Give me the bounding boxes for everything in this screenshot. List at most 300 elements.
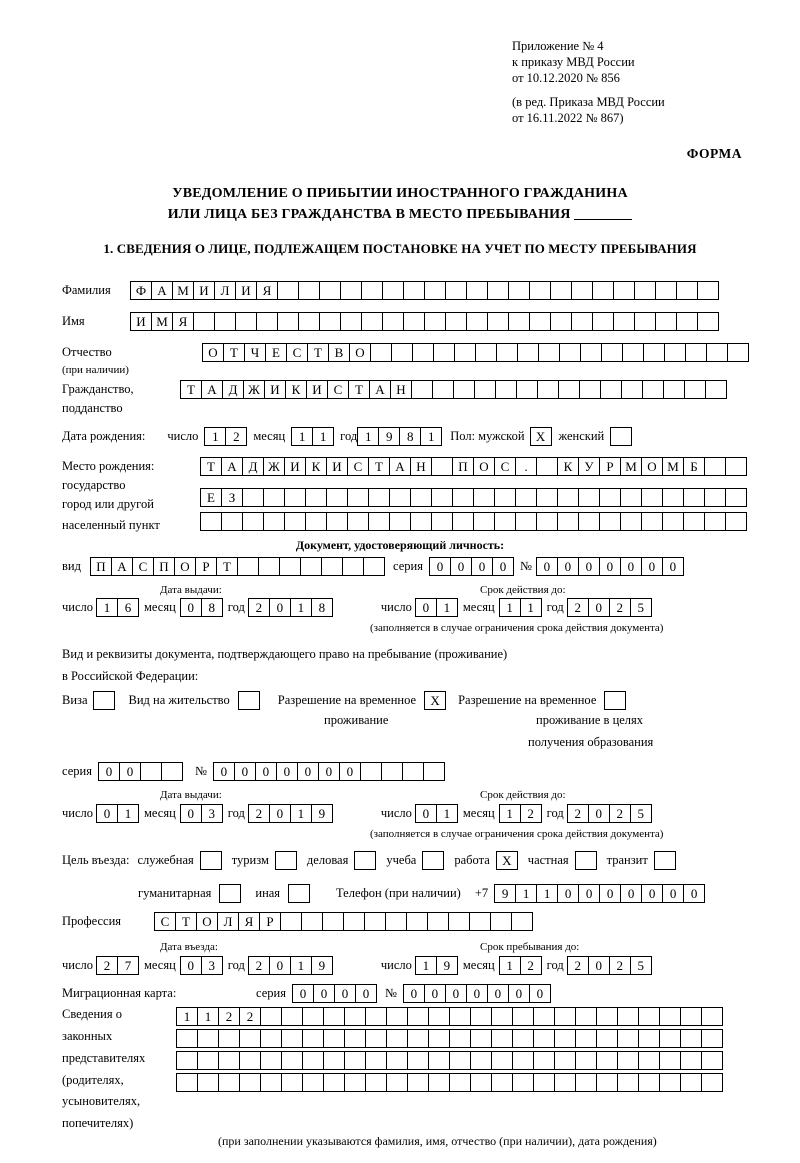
patronymic-cell[interactable]: О <box>202 343 224 362</box>
profession-cell[interactable] <box>343 912 365 931</box>
legal-4-cell[interactable] <box>344 1073 366 1092</box>
patronymic-cell[interactable] <box>454 343 476 362</box>
birthplace-2-cell[interactable] <box>410 488 432 507</box>
name-cell[interactable] <box>676 312 698 331</box>
patronymic-cell[interactable] <box>412 343 434 362</box>
stay-month-cell[interactable]: 2 <box>520 956 542 975</box>
birthplace-cell[interactable] <box>536 457 558 476</box>
birthplace-2-cell[interactable] <box>557 488 579 507</box>
migration-series-cell[interactable]: 0 <box>355 984 377 1003</box>
name-cell[interactable] <box>613 312 635 331</box>
surname-cell[interactable] <box>424 281 446 300</box>
birthplace-2-cell[interactable] <box>284 488 306 507</box>
legal-3-cell[interactable] <box>638 1051 660 1070</box>
name-cell[interactable] <box>445 312 467 331</box>
permit-number-cell[interactable]: 0 <box>213 762 235 781</box>
permit-issue-year-cell[interactable]: 2 <box>248 804 270 823</box>
legal-2-cell[interactable] <box>302 1029 324 1048</box>
phone-input[interactable] <box>494 884 705 903</box>
surname-cell[interactable]: И <box>235 281 257 300</box>
profession-cell[interactable] <box>322 912 344 931</box>
legal-2-cell[interactable] <box>197 1029 219 1048</box>
phone-cell[interactable]: 0 <box>662 884 684 903</box>
legal-1-cell[interactable] <box>260 1007 282 1026</box>
permit-valid-year-input[interactable] <box>567 804 652 823</box>
identity-issue-day-input[interactable] <box>96 598 139 617</box>
legal-2-cell[interactable] <box>659 1029 681 1048</box>
permit-number-cell[interactable]: 0 <box>234 762 256 781</box>
surname-cell[interactable] <box>298 281 320 300</box>
legal-1-cell[interactable] <box>323 1007 345 1026</box>
legal-4-cell[interactable] <box>386 1073 408 1092</box>
citizenship-cell[interactable] <box>663 380 685 399</box>
citizenship-cell[interactable] <box>474 380 496 399</box>
birthplace-cell[interactable]: У <box>578 457 600 476</box>
birthplace-cell[interactable]: Н <box>410 457 432 476</box>
legal-2-cell[interactable] <box>218 1029 240 1048</box>
identity-issue-year-input[interactable] <box>248 598 333 617</box>
entry-year-input[interactable] <box>248 956 333 975</box>
identity-series-cell[interactable]: 0 <box>450 557 472 576</box>
permit-issue-month-input[interactable] <box>180 804 223 823</box>
legal-1-cell[interactable]: 1 <box>197 1007 219 1026</box>
surname-cell[interactable] <box>697 281 719 300</box>
permit-issue-month-cell[interactable]: 3 <box>201 804 223 823</box>
citizenship-cell[interactable]: Т <box>348 380 370 399</box>
entry-day-input[interactable] <box>96 956 139 975</box>
identity-issue-year-cell[interactable]: 0 <box>269 598 291 617</box>
legal-3-cell[interactable] <box>323 1051 345 1070</box>
birthplace-3-cell[interactable] <box>536 512 558 531</box>
citizenship-cell[interactable]: Д <box>222 380 244 399</box>
patronymic-cell[interactable] <box>580 343 602 362</box>
birthplace-cell[interactable]: . <box>515 457 537 476</box>
birthplace-3-cell[interactable] <box>578 512 600 531</box>
permit-number-cell[interactable] <box>381 762 403 781</box>
identity-number-input[interactable] <box>536 557 684 576</box>
birthplace-3-cell[interactable] <box>452 512 474 531</box>
permit-series-cell[interactable] <box>140 762 162 781</box>
legal-2-cell[interactable] <box>239 1029 261 1048</box>
stay-day-cell[interactable]: 9 <box>436 956 458 975</box>
legal-1-cell[interactable] <box>365 1007 387 1026</box>
birthplace-2-cell[interactable] <box>305 488 327 507</box>
citizenship-cell[interactable] <box>432 380 454 399</box>
identity-type-cell[interactable] <box>279 557 301 576</box>
legal-1-cell[interactable] <box>491 1007 513 1026</box>
citizenship-cell[interactable]: И <box>306 380 328 399</box>
identity-type-cell[interactable]: П <box>90 557 112 576</box>
birthplace-cell[interactable]: И <box>326 457 348 476</box>
patronymic-cell[interactable] <box>517 343 539 362</box>
legal-2-cell[interactable] <box>260 1029 282 1048</box>
legal-3-cell[interactable] <box>680 1051 702 1070</box>
birthplace-cell[interactable]: Ж <box>263 457 285 476</box>
identity-series-cell[interactable]: 0 <box>429 557 451 576</box>
legal-1-cell[interactable] <box>533 1007 555 1026</box>
birthplace-3-cell[interactable] <box>494 512 516 531</box>
legal-2-cell[interactable] <box>407 1029 429 1048</box>
birthplace-2-cell[interactable] <box>620 488 642 507</box>
profession-cell[interactable]: Р <box>259 912 281 931</box>
purpose-checkbox-1[interactable] <box>275 851 297 870</box>
identity-type-cell[interactable]: С <box>132 557 154 576</box>
identity-issue-day-cell[interactable]: 1 <box>96 598 118 617</box>
legal-3-cell[interactable] <box>701 1051 723 1070</box>
legal-2-cell[interactable] <box>323 1029 345 1048</box>
stay-day-input[interactable] <box>415 956 458 975</box>
name-cell[interactable] <box>382 312 404 331</box>
permit-issue-year-cell[interactable]: 9 <box>311 804 333 823</box>
legal-4-cell[interactable] <box>638 1073 660 1092</box>
birthplace-cell[interactable]: Д <box>242 457 264 476</box>
birthplace-3-cell[interactable] <box>725 512 747 531</box>
identity-series-cell[interactable]: 0 <box>471 557 493 576</box>
legal-4-cell[interactable] <box>281 1073 303 1092</box>
citizenship-cell[interactable] <box>579 380 601 399</box>
birthplace-input-2[interactable] <box>200 488 747 507</box>
name-cell[interactable] <box>424 312 446 331</box>
identity-type-cell[interactable] <box>237 557 259 576</box>
citizenship-cell[interactable] <box>642 380 664 399</box>
identity-issue-year-cell[interactable]: 8 <box>311 598 333 617</box>
legal-1-cell[interactable] <box>470 1007 492 1026</box>
patronymic-cell[interactable]: Е <box>265 343 287 362</box>
legal-4-cell[interactable] <box>218 1073 240 1092</box>
migration-number-cell[interactable]: 0 <box>403 984 425 1003</box>
identity-type-input[interactable] <box>90 557 385 576</box>
legal-4-cell[interactable] <box>680 1073 702 1092</box>
birth-month-input[interactable] <box>291 427 334 446</box>
identity-type-cell[interactable] <box>342 557 364 576</box>
birthplace-3-cell[interactable] <box>305 512 327 531</box>
citizenship-cell[interactable]: А <box>201 380 223 399</box>
stay-year-cell[interactable]: 0 <box>588 956 610 975</box>
birthplace-cell[interactable]: Р <box>599 457 621 476</box>
identity-series-cell[interactable]: 0 <box>492 557 514 576</box>
name-cell[interactable] <box>319 312 341 331</box>
birthplace-cell[interactable] <box>704 457 726 476</box>
legal-4-cell[interactable] <box>575 1073 597 1092</box>
surname-cell[interactable] <box>529 281 551 300</box>
legal-3-cell[interactable] <box>260 1051 282 1070</box>
permit-valid-year-cell[interactable]: 5 <box>630 804 652 823</box>
surname-cell[interactable] <box>382 281 404 300</box>
citizenship-cell[interactable] <box>621 380 643 399</box>
identity-type-cell[interactable] <box>300 557 322 576</box>
stay-day-cell[interactable]: 1 <box>415 956 437 975</box>
purpose-checkbox-3[interactable] <box>422 851 444 870</box>
legal-3-cell[interactable] <box>281 1051 303 1070</box>
birthplace-cell[interactable]: А <box>221 457 243 476</box>
legal-2-cell[interactable] <box>554 1029 576 1048</box>
legal-2-cell[interactable] <box>596 1029 618 1048</box>
birthplace-cell[interactable]: А <box>389 457 411 476</box>
purpose-checkbox-0[interactable] <box>200 851 222 870</box>
migration-number-cell[interactable]: 0 <box>529 984 551 1003</box>
permit-valid-day-cell[interactable]: 0 <box>415 804 437 823</box>
permit-visa-checkbox[interactable] <box>93 691 115 710</box>
legal-1-cell[interactable]: 1 <box>176 1007 198 1026</box>
name-cell[interactable] <box>550 312 572 331</box>
legal-1-cell[interactable] <box>428 1007 450 1026</box>
permit-issue-year-cell[interactable]: 1 <box>290 804 312 823</box>
patronymic-cell[interactable] <box>622 343 644 362</box>
birthplace-cell[interactable]: М <box>620 457 642 476</box>
migration-series-input[interactable] <box>292 984 377 1003</box>
name-cell[interactable] <box>361 312 383 331</box>
citizenship-cell[interactable] <box>705 380 727 399</box>
patronymic-cell[interactable] <box>370 343 392 362</box>
birthplace-3-cell[interactable] <box>347 512 369 531</box>
stay-year-input[interactable] <box>567 956 652 975</box>
name-cell[interactable] <box>697 312 719 331</box>
permit-number-cell[interactable]: 0 <box>339 762 361 781</box>
citizenship-cell[interactable] <box>453 380 475 399</box>
legal-1-cell[interactable] <box>596 1007 618 1026</box>
birthplace-3-cell[interactable] <box>599 512 621 531</box>
surname-cell[interactable] <box>613 281 635 300</box>
patronymic-cell[interactable] <box>538 343 560 362</box>
phone-cell[interactable]: 9 <box>494 884 516 903</box>
birth-month-cell[interactable]: 1 <box>291 427 313 446</box>
birthplace-2-cell[interactable] <box>326 488 348 507</box>
birthplace-2-cell[interactable] <box>683 488 705 507</box>
migration-number-cell[interactable]: 0 <box>466 984 488 1003</box>
sex-male-checkbox[interactable]: X <box>530 427 552 446</box>
name-cell[interactable] <box>403 312 425 331</box>
birthplace-cell[interactable]: И <box>284 457 306 476</box>
identity-issue-month-input[interactable] <box>180 598 223 617</box>
profession-cell[interactable]: С <box>154 912 176 931</box>
permit-number-input[interactable] <box>213 762 445 781</box>
phone-cell[interactable]: 0 <box>599 884 621 903</box>
legal-3-cell[interactable] <box>344 1051 366 1070</box>
legal-1-cell[interactable] <box>302 1007 324 1026</box>
stay-year-cell[interactable]: 2 <box>567 956 589 975</box>
purpose2-checkbox-1[interactable] <box>288 884 310 903</box>
permit-issue-day-cell[interactable]: 0 <box>96 804 118 823</box>
migration-series-cell[interactable]: 0 <box>334 984 356 1003</box>
birthplace-3-cell[interactable] <box>620 512 642 531</box>
legal-4-cell[interactable] <box>491 1073 513 1092</box>
name-cell[interactable] <box>256 312 278 331</box>
legal-1-cell[interactable] <box>344 1007 366 1026</box>
patronymic-cell[interactable] <box>559 343 581 362</box>
permit-valid-year-cell[interactable]: 0 <box>588 804 610 823</box>
legal-2-cell[interactable] <box>365 1029 387 1048</box>
legal-1-cell[interactable] <box>659 1007 681 1026</box>
entry-year-cell[interactable]: 0 <box>269 956 291 975</box>
citizenship-cell[interactable]: А <box>369 380 391 399</box>
birthplace-2-cell[interactable] <box>536 488 558 507</box>
identity-valid-day-input[interactable] <box>415 598 458 617</box>
legal-3-cell[interactable] <box>239 1051 261 1070</box>
surname-cell[interactable] <box>676 281 698 300</box>
name-cell[interactable] <box>487 312 509 331</box>
surname-cell[interactable]: Л <box>214 281 236 300</box>
legal-4-cell[interactable] <box>533 1073 555 1092</box>
identity-issue-day-cell[interactable]: 6 <box>117 598 139 617</box>
birth-month-cell[interactable]: 1 <box>312 427 334 446</box>
legal-1-cell[interactable] <box>701 1007 723 1026</box>
surname-cell[interactable] <box>592 281 614 300</box>
legal-4-cell[interactable] <box>617 1073 639 1092</box>
legal-row-4-input[interactable] <box>176 1073 723 1092</box>
permit-valid-year-cell[interactable]: 2 <box>567 804 589 823</box>
birthplace-3-cell[interactable] <box>683 512 705 531</box>
surname-cell[interactable] <box>445 281 467 300</box>
purpose-checkbox-5[interactable] <box>575 851 597 870</box>
patronymic-cell[interactable] <box>601 343 623 362</box>
legal-4-cell[interactable] <box>512 1073 534 1092</box>
identity-valid-month-cell[interactable]: 1 <box>520 598 542 617</box>
identity-type-cell[interactable]: П <box>153 557 175 576</box>
birthplace-cell[interactable]: П <box>452 457 474 476</box>
citizenship-cell[interactable]: Т <box>180 380 202 399</box>
citizenship-cell[interactable]: С <box>327 380 349 399</box>
permit-series-cell[interactable] <box>161 762 183 781</box>
surname-cell[interactable] <box>508 281 530 300</box>
identity-issue-month-cell[interactable]: 8 <box>201 598 223 617</box>
name-cell[interactable] <box>466 312 488 331</box>
birthplace-2-cell[interactable] <box>515 488 537 507</box>
legal-2-cell[interactable] <box>428 1029 450 1048</box>
phone-cell[interactable]: 0 <box>683 884 705 903</box>
legal-4-cell[interactable] <box>470 1073 492 1092</box>
name-cell[interactable] <box>655 312 677 331</box>
birthplace-cell[interactable]: О <box>641 457 663 476</box>
birthplace-2-cell[interactable] <box>389 488 411 507</box>
permit-issue-year-input[interactable] <box>248 804 333 823</box>
identity-type-cell[interactable]: Т <box>216 557 238 576</box>
profession-cell[interactable]: Я <box>238 912 260 931</box>
patronymic-cell[interactable]: В <box>328 343 350 362</box>
legal-3-cell[interactable] <box>512 1051 534 1070</box>
phone-cell[interactable]: 0 <box>620 884 642 903</box>
legal-4-cell[interactable] <box>260 1073 282 1092</box>
permit-number-cell[interactable] <box>423 762 445 781</box>
migration-number-cell[interactable]: 0 <box>445 984 467 1003</box>
patronymic-cell[interactable] <box>706 343 728 362</box>
profession-input[interactable] <box>154 912 533 931</box>
migration-number-cell[interactable]: 0 <box>508 984 530 1003</box>
surname-cell[interactable]: А <box>151 281 173 300</box>
birthplace-3-cell[interactable] <box>431 512 453 531</box>
identity-type-cell[interactable] <box>321 557 343 576</box>
birthplace-2-cell[interactable] <box>347 488 369 507</box>
name-cell[interactable] <box>214 312 236 331</box>
birthplace-3-cell[interactable] <box>326 512 348 531</box>
birthplace-2-cell[interactable]: Е <box>200 488 222 507</box>
permit-number-cell[interactable]: 0 <box>297 762 319 781</box>
legal-4-cell[interactable] <box>449 1073 471 1092</box>
phone-cell[interactable]: 1 <box>515 884 537 903</box>
patronymic-cell[interactable] <box>727 343 749 362</box>
surname-cell[interactable] <box>634 281 656 300</box>
surname-cell[interactable] <box>340 281 362 300</box>
surname-cell[interactable]: И <box>193 281 215 300</box>
phone-cell[interactable]: 1 <box>536 884 558 903</box>
legal-2-cell[interactable] <box>680 1029 702 1048</box>
patronymic-cell[interactable]: Т <box>307 343 329 362</box>
profession-cell[interactable] <box>364 912 386 931</box>
citizenship-cell[interactable] <box>684 380 706 399</box>
profession-cell[interactable] <box>427 912 449 931</box>
surname-cell[interactable] <box>361 281 383 300</box>
birthplace-3-cell[interactable] <box>284 512 306 531</box>
purpose2-checkbox-0[interactable] <box>219 884 241 903</box>
legal-4-cell[interactable] <box>428 1073 450 1092</box>
entry-month-cell[interactable]: 0 <box>180 956 202 975</box>
identity-valid-year-cell[interactable]: 5 <box>630 598 652 617</box>
patronymic-input[interactable] <box>202 343 749 362</box>
legal-4-cell[interactable] <box>596 1073 618 1092</box>
birth-day-cell[interactable]: 2 <box>225 427 247 446</box>
legal-2-cell[interactable] <box>449 1029 471 1048</box>
birthplace-3-cell[interactable] <box>410 512 432 531</box>
name-cell[interactable] <box>235 312 257 331</box>
birthplace-cell[interactable]: О <box>473 457 495 476</box>
legal-3-cell[interactable] <box>428 1051 450 1070</box>
legal-3-cell[interactable] <box>533 1051 555 1070</box>
identity-valid-month-cell[interactable]: 1 <box>499 598 521 617</box>
patronymic-cell[interactable] <box>643 343 665 362</box>
stay-month-input[interactable] <box>499 956 542 975</box>
patronymic-cell[interactable]: О <box>349 343 371 362</box>
legal-4-cell[interactable] <box>239 1073 261 1092</box>
birth-year-cell[interactable]: 1 <box>420 427 442 446</box>
permit-valid-day-input[interactable] <box>415 804 458 823</box>
birthplace-cell[interactable] <box>431 457 453 476</box>
stay-year-cell[interactable]: 5 <box>630 956 652 975</box>
patronymic-cell[interactable] <box>433 343 455 362</box>
permit-number-cell[interactable]: 0 <box>318 762 340 781</box>
patronymic-cell[interactable] <box>496 343 518 362</box>
identity-type-cell[interactable]: О <box>174 557 196 576</box>
legal-3-cell[interactable] <box>659 1051 681 1070</box>
identity-valid-year-input[interactable] <box>567 598 652 617</box>
legal-1-cell[interactable]: 2 <box>218 1007 240 1026</box>
birthplace-2-cell[interactable] <box>368 488 390 507</box>
birthplace-3-cell[interactable] <box>263 512 285 531</box>
profession-cell[interactable] <box>469 912 491 931</box>
profession-cell[interactable] <box>301 912 323 931</box>
birthplace-2-cell[interactable] <box>704 488 726 507</box>
permit-series-cell[interactable]: 0 <box>98 762 120 781</box>
legal-3-cell[interactable] <box>470 1051 492 1070</box>
name-cell[interactable] <box>298 312 320 331</box>
citizenship-cell[interactable]: Ж <box>243 380 265 399</box>
name-cell[interactable]: И <box>130 312 152 331</box>
name-cell[interactable]: М <box>151 312 173 331</box>
birthplace-3-cell[interactable] <box>662 512 684 531</box>
birth-year-cell[interactable]: 8 <box>399 427 421 446</box>
legal-3-cell[interactable] <box>554 1051 576 1070</box>
identity-issue-year-cell[interactable]: 2 <box>248 598 270 617</box>
purpose-checkbox-2[interactable] <box>354 851 376 870</box>
name-cell[interactable] <box>634 312 656 331</box>
identity-number-cell[interactable]: 0 <box>557 557 579 576</box>
surname-cell[interactable] <box>550 281 572 300</box>
legal-3-cell[interactable] <box>491 1051 513 1070</box>
patronymic-cell[interactable] <box>391 343 413 362</box>
migration-series-cell[interactable]: 0 <box>313 984 335 1003</box>
name-cell[interactable]: Я <box>172 312 194 331</box>
birthplace-3-cell[interactable] <box>473 512 495 531</box>
birthplace-3-cell[interactable] <box>221 512 243 531</box>
legal-1-cell[interactable] <box>680 1007 702 1026</box>
